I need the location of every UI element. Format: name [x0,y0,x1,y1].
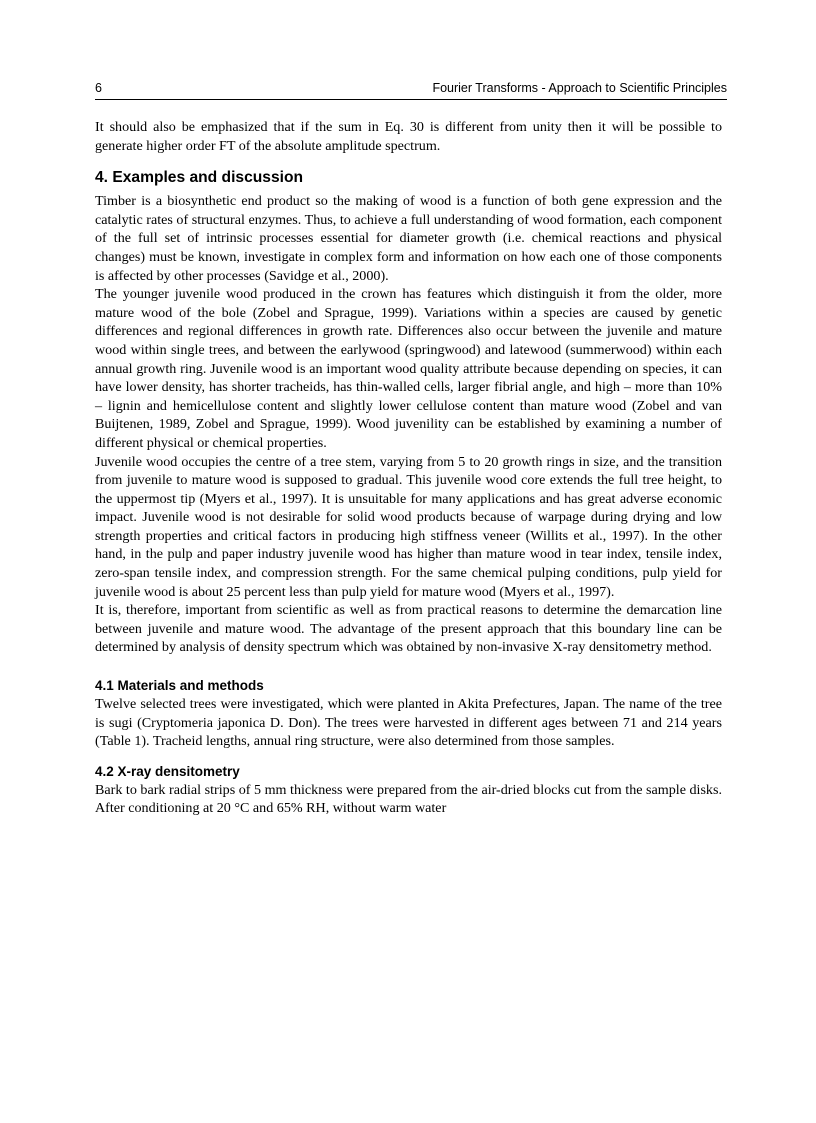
paragraph-materials: Twelve selected trees were investigated, which were planted in Akita Prefectures, Japan. The name of the tree is sugi (Cryptomeria japonica D. Don). The trees were harvested in different ages between 71 and 214 years (Table 1). Tracheid lengths, annual ring structure, were also determined from those samples. [95,696,722,750]
page-number: 6 [95,81,102,95]
paragraph-juvenile-wood-core: Juvenile wood occupies the centre of a tree stem, varying from 5 to 20 growth rings in size, and the transition from juvenile to mature wood is supposed to gradual. This juvenile wood core extends the full tree height, to the uppermost tip (Myers et al., 1997). It is unsuitable for many applications and has great adverse economic impact. Juvenile wood is not desirable for solid wood products because of warpage during drying and low strength properties and critical factors in producing high stiffness veneer (Willits et al., 1997). In the other hand, in the pulp and paper industry juvenile wood has higher than mature wood in tear index, tensile index, zero-span tensile index, and compression strength. For the same chemical pulping conditions, pulp yield for juvenile wood is about 25 percent less than pulp yield for mature wood (Myers et al., 1997). [95,453,722,600]
section-heading-examples: 4. Examples and discussion [95,169,303,187]
subsection-heading-materials: 4.1 Materials and methods [95,678,264,694]
paragraph-timber: Timber is a biosynthetic end product so the making of wood is a function of both gene expression and the catalytic rates of structural enzymes. Thus, to achieve a full understanding of wood formation, each component of the full set of intrinsic processes essential for diameter growth (i.e. chemical reactions and physical changes) must be known, investigate in complex form and information on how each one of those components is affected by other processes (Savidge et al., 2000). [95,193,722,284]
paragraph-younger-juvenile-wood: The younger juvenile wood produced in the crown has features which distinguish it from the older, more mature wood of the bole (Zobel and Sprague, 1999). Variations within a species are caused by genetic differences and regional differences in growth rate. Differences also occur between the juvenile and mature wood within single trees, and between the earlywood (springwood) and latewood (summerwood) within each annual growth ring. Juvenile wood is an important wood quality attribute because depending on species, it can have lower density, has shorter tracheids, has thin-walled cells, larger fibrial angle, and high – more than 10% – lignin and hemicellulose content and slightly lower cellulose content than mature wood (Zobel and van Buijtenen, 1989, Zobel and Sprague, 1999). Wood juvenility can be established by examining a number of different physical or chemical properties. [95,286,722,451]
subsection-heading-xray: 4.2 X-ray densitometry [95,763,240,779]
running-title: Fourier Transforms - Approach to Scientific Principles [432,81,727,95]
paragraph-xray: Bark to bark radial strips of 5 mm thickness were prepared from the air-dried blocks cut from the sample disks. After conditioning at 20 °C and 65% RH, without warm water [95,781,722,817]
body-text [95,118,722,818]
paragraph-demarcation-line: It is, therefore, important from scientific as well as from practical reasons to determine the demarcation line between juvenile and mature wood. The advantage of the present approach that this boundary line can be determined by analysis of density spectrum which was obtained by non-invasive X-ray densitometry method. [95,602,722,656]
intro-paragraph: It should also be emphasized that if the sum in Eq. 30 is different from unity then it will be possible to generate higher order FT of the absolute amplitude spectrum. [95,119,722,154]
running-header [95,81,727,100]
